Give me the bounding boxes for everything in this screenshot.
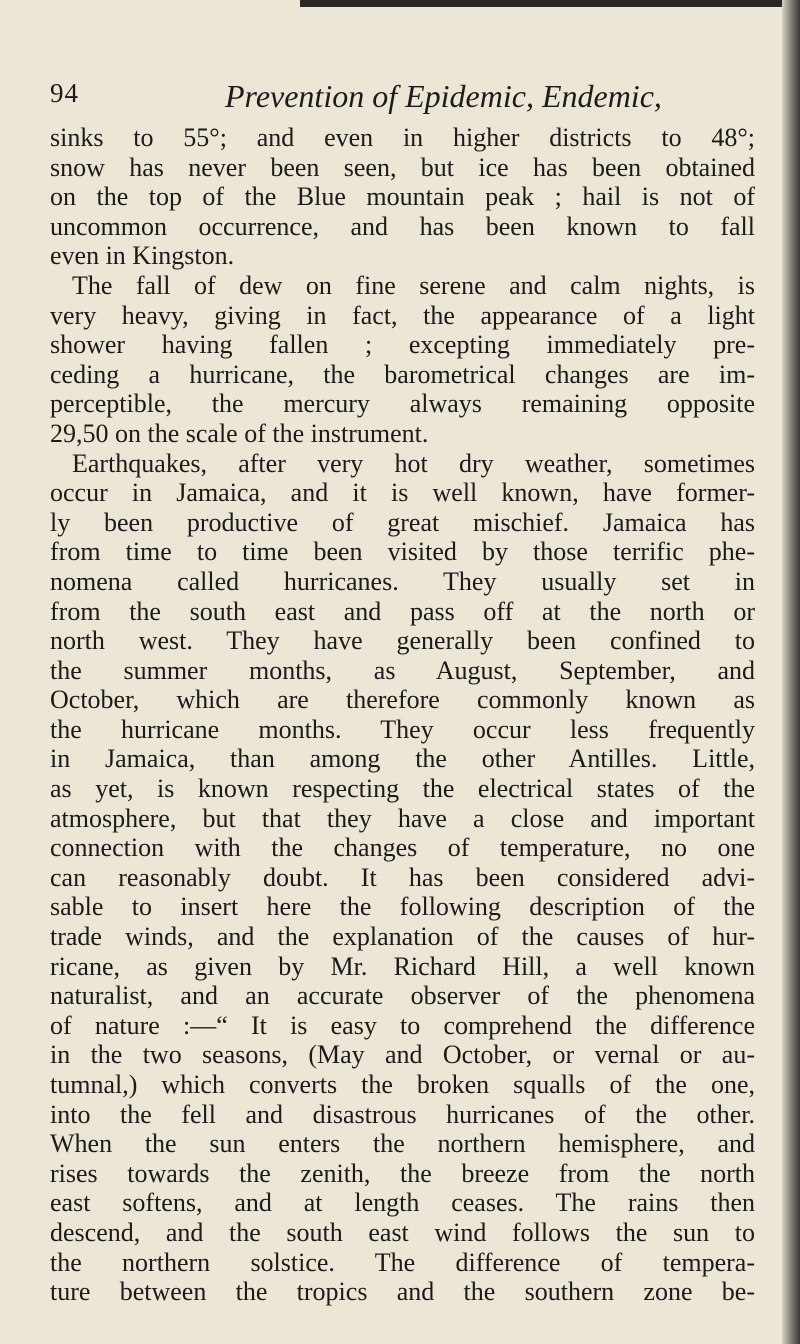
text-line: from the south east and pass off at the north or (50, 596, 755, 626)
text-line: the summer months, as August, September, and (50, 655, 755, 685)
text-line: 29,50 on the scale of the instrument. (50, 418, 429, 448)
text-line: into the fell and disastrous hurricanes of the other. (50, 1099, 755, 1129)
text-line: north west. They have generally been confined to (50, 626, 755, 656)
text-line: rises towards the zenith, the breeze from the north (50, 1158, 755, 1188)
text-line: from time to time been visited by those terrific phe- (50, 537, 755, 567)
text-line: tumnal,) which converts the broken squalls of the one, (50, 1070, 755, 1099)
text-line: Earthquakes, after very hot dry weather, sometimes (72, 448, 755, 478)
text-line: ly been productive of great mischief. Jamaica has (50, 507, 755, 537)
text-line: can reasonably doubt. It has been considered advi- (50, 862, 755, 892)
text-line: east softens, and at length ceases. The rains then (50, 1188, 755, 1218)
text-line: sable to insert here the following description of the (50, 892, 755, 922)
text-line: occur in Jamaica, and it is well known, have former- (50, 478, 755, 508)
page-number: 94 (50, 78, 79, 108)
page-edge-shadow (782, 0, 800, 1344)
text-line: the hurricane months. They occur less frequently (50, 714, 755, 744)
text-line: on the top of the Blue mountain peak ; hail is not of (50, 182, 755, 212)
text-line: naturalist, and an accurate observer of the phenomena (50, 981, 755, 1011)
text-line: perceptible, the mercury always remaining opposite (50, 389, 755, 419)
page-header (50, 78, 760, 118)
text-line: trade winds, and the explanation of the causes of hur- (50, 922, 755, 952)
text-line: connection with the changes of temperature, no one (50, 833, 755, 863)
text-line: October, which are therefore commonly known as (50, 685, 755, 715)
text-line: of nature :—“ It is easy to comprehend the difference (50, 1010, 755, 1040)
text-line: in Jamaica, than among the other Antilles. Little, (50, 744, 755, 774)
text-line: in the two seasons, (May and October, or vernal or au- (50, 1040, 755, 1070)
text-line: even in Kingston. (50, 241, 235, 271)
text-line: The fall of dew on fine serene and calm nights, is (72, 270, 755, 300)
text-line: shower having fallen ; excepting immediately pre- (50, 330, 755, 360)
page-body (50, 123, 755, 1307)
text-line: ceding a hurricane, the barometrical changes are im- (50, 359, 755, 389)
text-line: When the sun enters the northern hemisphere, and (50, 1129, 755, 1159)
text-line: very heavy, giving in fact, the appearance of a light (50, 300, 755, 330)
text-line: sinks to 55°; and even in higher districts to 48°; (50, 123, 755, 152)
top-rule (300, 0, 800, 7)
text-line: descend, and the south east wind follows the sun to (50, 1217, 755, 1247)
text-line: atmosphere, but that they have a close and important (50, 803, 755, 833)
text-line: uncommon occurrence, and has been known to fall (50, 211, 755, 241)
running-title: Prevention of Epidemic, Endemic, (225, 78, 662, 114)
text-line: ture between the tropics and the southern zone be- (50, 1277, 755, 1307)
text-line: nomena called hurricanes. They usually set in (50, 566, 755, 596)
text-line: the northern solstice. The difference of tempera- (50, 1247, 755, 1277)
text-line: snow has never been seen, but ice has been obtained (50, 152, 755, 182)
text-line: as yet, is known respecting the electrical states of the (50, 774, 755, 804)
text-line: ricane, as given by Mr. Richard Hill, a well known (50, 951, 755, 981)
